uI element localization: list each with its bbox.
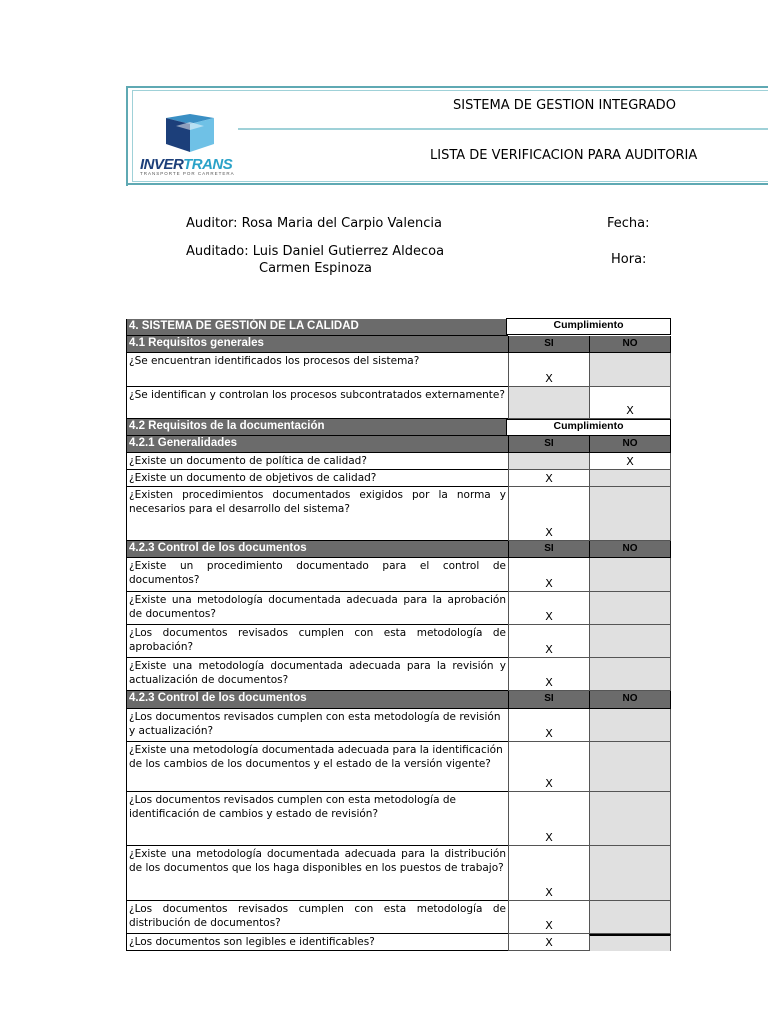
si-header: SI (508, 691, 589, 709)
answer-si: X (508, 470, 589, 487)
no-header: NO (589, 336, 671, 353)
answer-no (589, 592, 671, 625)
answer-no (589, 625, 671, 658)
section-4-2-title: 4.2 Requisitos de la documentación (126, 419, 508, 436)
question-changes-identification-compliance: ¿Los documentos revisados cumplen con esta metodología de identificación de cambios y estado de revisión? (126, 792, 508, 846)
section-4-1-title: 4.1 Requisitos generales (126, 336, 508, 353)
question-distribution-methodology: ¿Existe una metodología documentada adecuada para la distribución de los documentos que los haga disponibles en los puestos de trabajo? (126, 846, 508, 901)
answer-si: X (508, 592, 589, 625)
answer-si: X (508, 353, 589, 387)
answer-si (508, 453, 589, 470)
question-changes-identification-methodology: ¿Existe una metodología documentada adecuada para la identificación de los cambios de los documentos y el estado de la versión vigente? (126, 742, 508, 792)
answer-no (589, 658, 671, 691)
answer-no (589, 558, 671, 592)
cumplimiento-header: Cumplimiento (506, 419, 671, 436)
question-approval-compliance: ¿Los documentos revisados cumplen con esta metodología de aprobación? (126, 625, 508, 658)
auditado-second-name: Carmen Espinoza (259, 261, 373, 276)
section-4-2-3-title: 4.2.3 Control de los documentos (126, 691, 508, 709)
section-4-2-3-title: 4.2.3 Control de los documentos (126, 541, 508, 558)
answer-no: X (589, 387, 671, 419)
system-title: SISTEMA DE GESTION INTEGRADO (453, 98, 676, 113)
answer-si: X (508, 625, 589, 658)
question-subcontracted-processes: ¿Se identifican y controlan los procesos subcontratados externamente? (126, 387, 508, 419)
answer-no (589, 487, 671, 541)
hora-label: Hora: (611, 252, 647, 267)
answer-si: X (508, 901, 589, 934)
question-documents-legible: ¿Los documentos son legibles e identificables? (126, 934, 508, 951)
answer-si: X (508, 792, 589, 846)
si-header: SI (508, 541, 589, 558)
answer-no (589, 934, 671, 951)
fecha-label: Fecha: (607, 216, 650, 231)
question-approval-methodology: ¿Existe una metodología documentada adecuada para la aprobación de documentos? (126, 592, 508, 625)
answer-si: X (508, 846, 589, 901)
answer-si: X (508, 742, 589, 792)
answer-si: X (508, 709, 589, 742)
question-distribution-compliance: ¿Los documentos revisados cumplen con esta metodología de distribución de documentos? (126, 901, 508, 934)
answer-si: X (508, 658, 589, 691)
cumplimiento-header: Cumplimiento (506, 318, 671, 335)
no-header: NO (589, 691, 671, 709)
answer-no (589, 709, 671, 742)
answer-no: X (589, 453, 671, 470)
answer-si: X (508, 934, 589, 951)
question-revision-compliance: ¿Los documentos revisados cumplen con esta metodología de revisión y actualización? (126, 709, 508, 742)
logo-subtitle: TRANSPORTE POR CARRETERA (140, 171, 235, 176)
question-quality-objectives: ¿Existe un documento de objetivos de calidad? (126, 470, 508, 487)
question-documented-procedures: ¿Existen procedimientos documentados exigidos por la norma y necesarios para el desarrollo del sistema? (126, 487, 508, 541)
si-header: SI (508, 436, 589, 453)
si-header: SI (508, 336, 589, 353)
logo-brand: INVERTRANS (140, 156, 233, 173)
section-4-title: 4. SISTEMA DE GESTIÓN DE LA CALIDAD (126, 319, 508, 336)
answer-si: X (508, 487, 589, 541)
section-4-2-1-title: 4.2.1 Generalidades (126, 436, 508, 453)
answer-si: X (508, 558, 589, 592)
answer-no (589, 353, 671, 387)
answer-no (589, 792, 671, 846)
answer-no (589, 470, 671, 487)
auditado-label: Auditado: Luis Daniel Gutierrez Aldecoa (186, 244, 445, 259)
question-revision-methodology: ¿Existe una metodología documentada adecuada para la revisión y actualización de documentos? (126, 658, 508, 691)
answer-no (589, 901, 671, 934)
auditor-label: Auditor: Rosa Maria del Carpio Valencia (186, 216, 442, 231)
question-document-control-procedure: ¿Existe un procedimiento documentado para el control de documentos? (126, 558, 508, 592)
answer-no (589, 742, 671, 792)
answer-no (589, 846, 671, 901)
answer-si (508, 387, 589, 419)
question-processes-identified: ¿Se encuentran identificados los procesos del sistema? (126, 353, 508, 387)
no-header: NO (589, 541, 671, 558)
no-header: NO (589, 436, 671, 453)
checklist-title: LISTA DE VERIFICACION PARA AUDITORIA (430, 148, 698, 163)
question-quality-policy: ¿Existe un documento de política de calidad? (126, 453, 508, 470)
